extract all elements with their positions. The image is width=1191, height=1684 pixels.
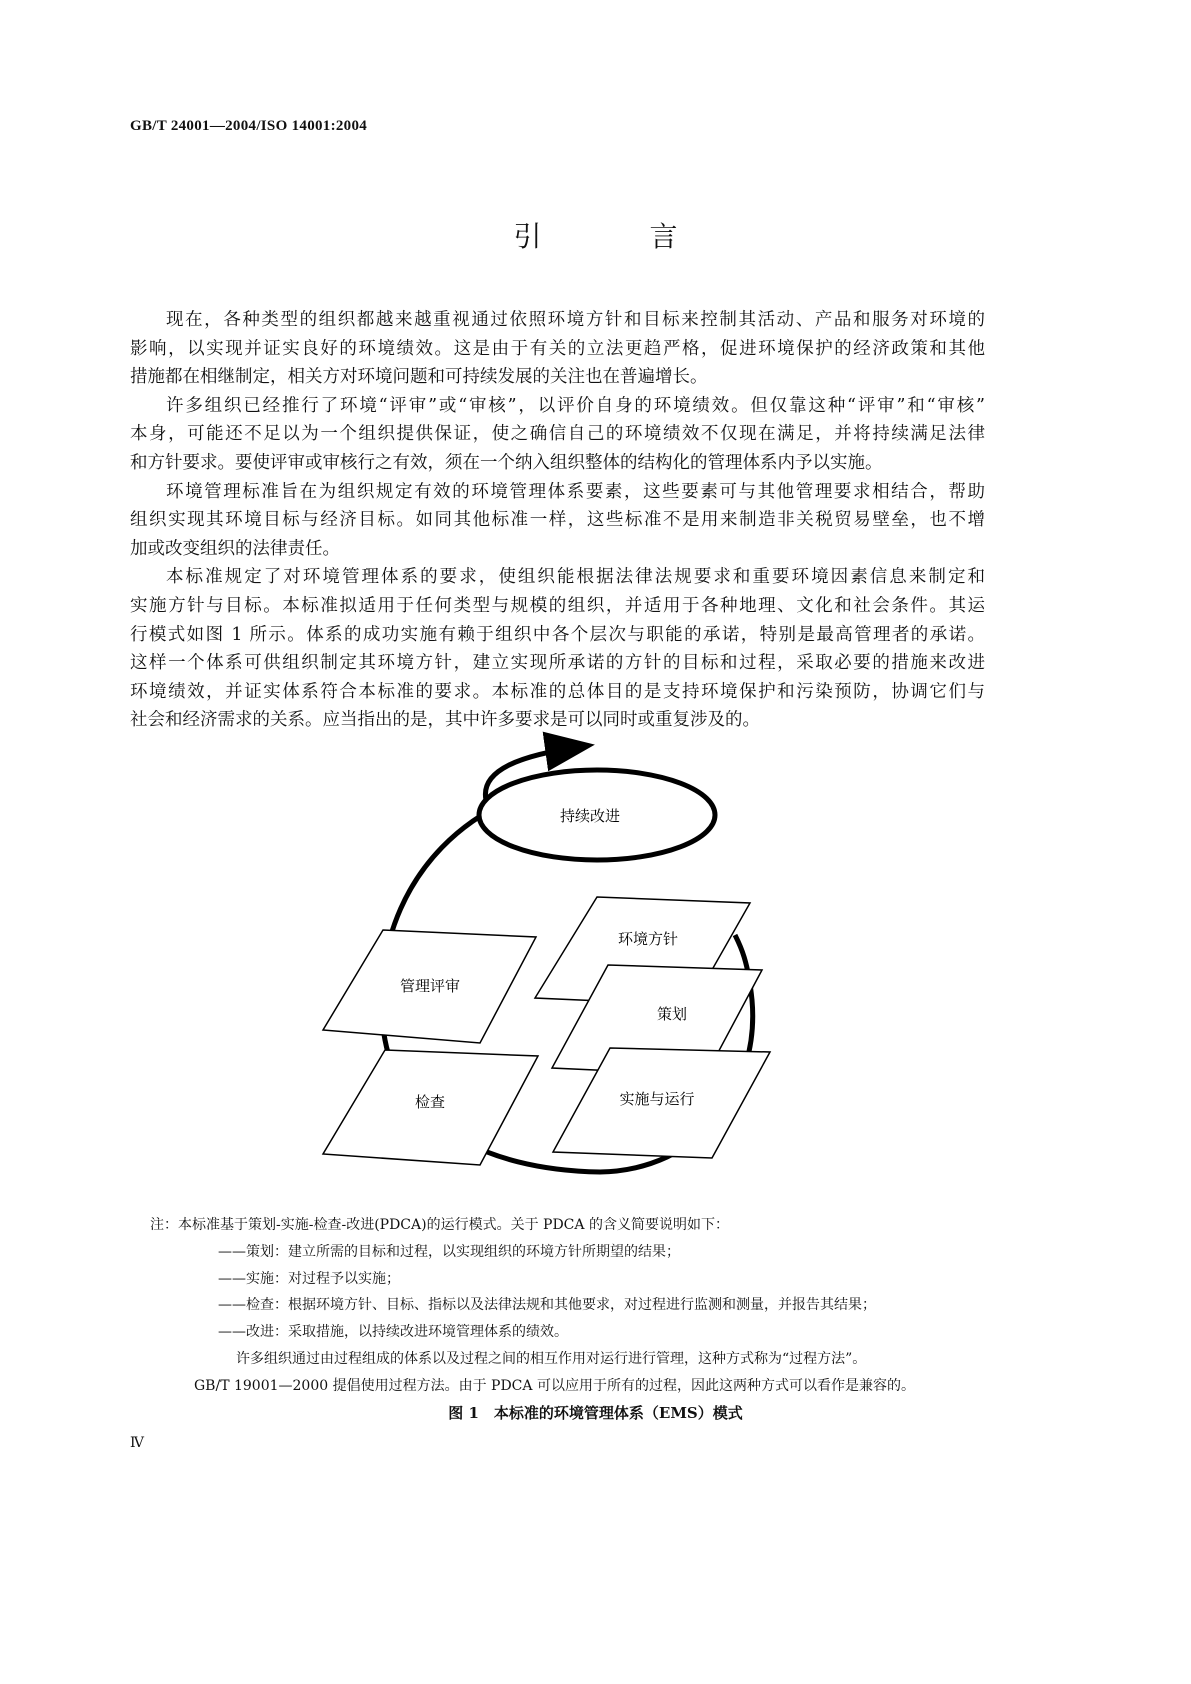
planning-label: 策划 (656, 1005, 688, 1023)
note-item: ——检查：根据环境方针、目标、指标以及法律法规和其他要求，对过程进行监测和测量，并报告其结果； (218, 1297, 876, 1314)
note-intro: 注：本标准基于策划-实施-检查-改进(PDCA)的运行模式。关于 PDCA 的含义简要说明如下： (150, 1217, 729, 1233)
paragraph-line: 和方针要求。要使评审或审核行之有效，须在一个纳入组织整体的结构化的管理体系内予以实施。 (130, 452, 883, 473)
paragraph-line: 这样一个体系可供组织制定其环境方针，建立实现所承诺的方针的目标和过程，采取必要的措施来改进 (130, 653, 985, 674)
management-review-label: 管理评审 (399, 977, 461, 995)
section-title: 引 言 (513, 220, 718, 253)
paragraph-line: 影响，以实现并证实良好的环境绩效。这是由于有关的立法更趋严格，促进环境保护的经济政策和其他 (130, 338, 985, 359)
figure-caption: 图 1 本标准的环境管理体系（EMS）模式 (448, 1404, 743, 1422)
paragraph-line: 环境管理标准旨在为组织规定有效的环境管理体系要素，这些要素可与其他管理要求相结合，帮助 (166, 481, 985, 502)
note-paragraph: 许多组织通过由过程组成的体系以及过程之间的相互作用对运行进行管理，这种方式称为“过程方法”。 (236, 1350, 867, 1367)
paragraph-line: 组织实现其环境目标与经济目标。如同其他标准一样，这些标准不是用来制造非关税贸易壁垒，也不增 (130, 510, 985, 531)
note-item: ——策划：建立所需的目标和过程，以实现组织的环境方针所期望的结果； (218, 1243, 680, 1260)
paragraph-line: 加或改变组织的法律责任。 (130, 538, 340, 559)
paragraph-line: 行模式如图 1 所示。体系的成功实施有赖于组织中各个层次与职能的承诺，特别是最高管理者的承诺。 (130, 624, 985, 645)
paragraph-line: 实施方针与目标。本标准拟适用于任何类型与规模的组织，并适用于各种地理、文化和社会条件。其运 (130, 595, 985, 616)
page-number: Ⅳ (130, 1435, 144, 1451)
note-item: ——实施：对过程予以实施； (218, 1270, 400, 1287)
paragraph-line: 本身，可能还不足以为一个组织提供保证，使之确信自己的环境绩效不仅现在满足，并将持续满足法律 (130, 424, 985, 445)
paragraph-line: 许多组织已经推行了环境“评审”或“审核”，以评价自身的环境绩效。但仅靠这种“评审”和“审核” (166, 395, 985, 416)
document-header: GB/T 24001—2004/ISO 14001:2004 (130, 118, 368, 134)
paragraph-line: 社会和经济需求的关系。应当指出的是，其中许多要求是可以同时或重复涉及的。 (130, 710, 760, 731)
paragraph-line: 现在，各种类型的组织都越来越重视通过依照环境方针和目标来控制其活动、产品和服务对环境的 (166, 310, 985, 330)
paragraph-line: 本标准规定了对环境管理体系的要求，使组织能根据法律法规要求和重要环境因素信息来制定和 (166, 567, 985, 588)
continual-improvement-label: 持续改进 (559, 807, 621, 825)
implementation-label: 实施与运行 (619, 1090, 695, 1108)
note-paragraph: GB/T 19001—2000 提倡使用过程方法。由于 PDCA 可以应用于所有的过程，因此这两种方式可以看作是兼容的。 (194, 1377, 915, 1394)
paragraph-line: 措施都在相继制定，相关方对环境问题和可持续发展的关注也在普遍增长。 (130, 367, 708, 388)
note-item: ——改进：采取措施，以持续改进环境管理体系的绩效。 (218, 1324, 568, 1341)
figure-note (150, 1212, 1030, 1400)
checking-label: 检查 (414, 1093, 446, 1111)
paragraph-line: 环境绩效，并证实体系符合本标准的要求。本标准的总体目的是支持环境保护和污染预防，协调它们与 (130, 681, 985, 702)
environmental-policy-label: 环境方针 (617, 930, 679, 948)
